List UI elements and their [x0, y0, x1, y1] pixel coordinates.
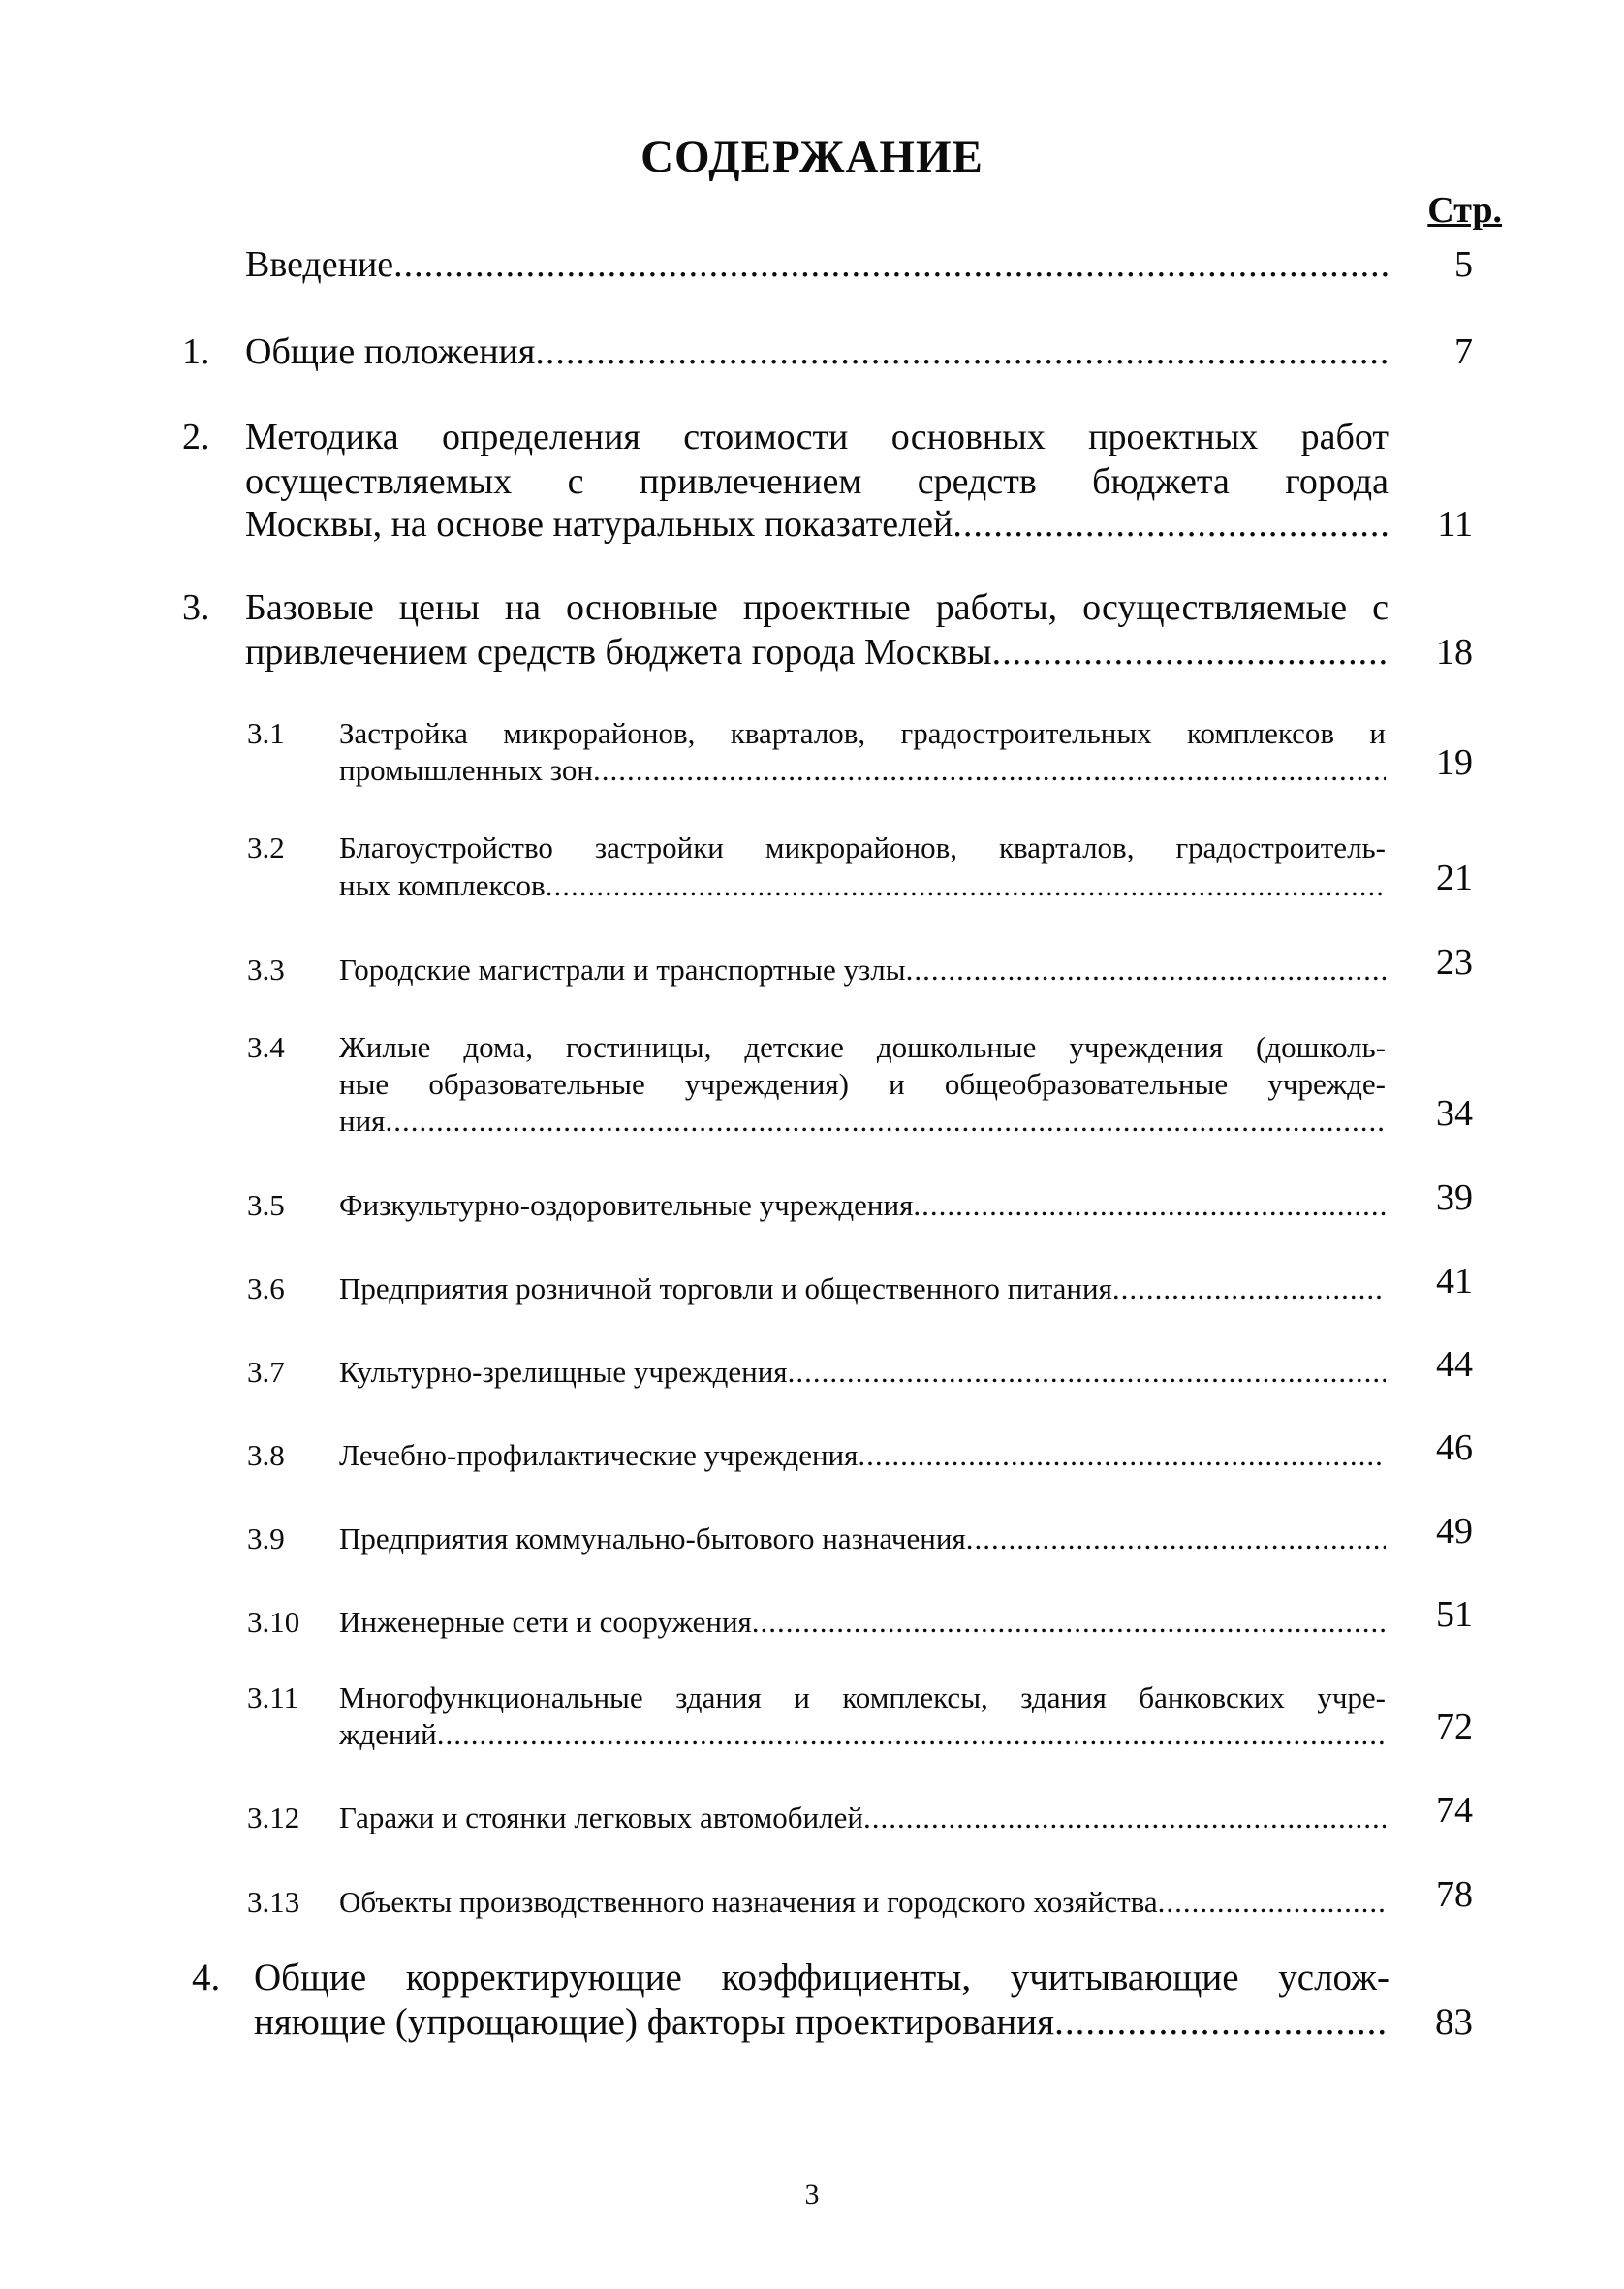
toc-entry-page: 51 [1436, 1594, 1473, 1635]
dot-leader [1112, 1270, 1386, 1307]
toc-entry-title-line: Городские магистрали и транспортные узлы [339, 953, 906, 987]
toc-entry-title: Введение [245, 244, 394, 285]
toc-entry-page: 49 [1436, 1511, 1473, 1552]
toc-entry-title-line: Застройка микрорайонов, кварталов, градостроительных комплексов и [339, 716, 1386, 750]
toc-entry-page: 74 [1436, 1790, 1473, 1831]
toc-entry-number: 3.12 [247, 1801, 300, 1834]
toc-entry-number: 1. [182, 331, 210, 372]
toc-entry-page: 21 [1436, 858, 1473, 898]
toc-entry-number: 3.7 [247, 1355, 285, 1389]
toc-entry-title-line: ния [339, 1104, 386, 1138]
dot-leader [992, 630, 1389, 674]
toc-entry-number: 3.3 [247, 953, 285, 987]
toc-entry-page: 23 [1436, 942, 1473, 983]
toc-entry-number: 3.10 [247, 1605, 300, 1639]
toc-entry-number: 3.5 [247, 1188, 285, 1222]
page-number: 3 [804, 2179, 820, 2211]
toc-entry-page: 18 [1436, 632, 1473, 673]
toc-entry-number: 3.13 [247, 1885, 300, 1919]
page-title: СОДЕРЖАНИЕ [640, 132, 984, 182]
toc-entry-page: 7 [1454, 331, 1473, 372]
toc-entry-number: 3.9 [247, 1521, 285, 1555]
toc-entry-title-line: Жилые дома, гостиницы, детские дошкольные учреждения (дошколь- [339, 1030, 1386, 1064]
dot-leader [593, 752, 1386, 789]
toc-entry-page: 41 [1436, 1261, 1473, 1301]
dot-leader [752, 1604, 1386, 1641]
toc-entry-number: 3.11 [247, 1680, 299, 1714]
toc-entry-number: 3.8 [247, 1438, 285, 1472]
dot-leader [1158, 1884, 1386, 1921]
dot-leader [863, 1800, 1386, 1836]
toc-entry-title-line: Базовые цены на основные проектные работы, осуществляемые с [245, 587, 1389, 628]
toc-entry-page: 46 [1436, 1427, 1473, 1468]
dot-leader [393, 242, 1389, 287]
toc-entry-page: 44 [1436, 1344, 1473, 1385]
toc-entry-title-line: осуществляемых с привлечением средств бюджета города [245, 461, 1389, 502]
dot-leader [385, 1103, 1386, 1140]
toc-entry-page: 72 [1436, 1707, 1473, 1747]
toc-entry-page: 19 [1436, 742, 1473, 783]
toc-entry-page: 5 [1454, 244, 1473, 285]
toc-entry-title-line: ные образовательные учреждения) и общеобразовательные учрежде- [339, 1067, 1386, 1101]
toc-entry-number: 2. [182, 417, 210, 457]
dot-leader [906, 952, 1386, 988]
page-column-label: Стр. [1427, 190, 1502, 231]
toc-entry-page: 34 [1436, 1093, 1473, 1134]
dot-leader [953, 502, 1389, 547]
dot-leader [913, 1187, 1386, 1224]
dot-leader [966, 1521, 1386, 1557]
toc-entry-page: 83 [1435, 2001, 1473, 2043]
dot-leader [535, 329, 1389, 374]
toc-entry-title-line: Лечебно-профилактические учреждения [339, 1438, 859, 1472]
toc-entry-title-line: промышленных зон [339, 753, 593, 787]
toc-entry-title-line: привлечением средств бюджета города Москвы [245, 632, 992, 673]
toc-entry-title-line: Культурно-зрелищные учреждения [339, 1355, 788, 1389]
toc-entry-number: 3. [182, 587, 210, 628]
toc-entry-title-line: Инженерные сети и сооружения [339, 1605, 752, 1639]
toc-entry-title-line: ных комплексов [339, 868, 546, 902]
dot-leader [546, 867, 1386, 904]
dot-leader [858, 1437, 1386, 1474]
dot-leader [437, 1716, 1386, 1753]
toc-entry-number: 3.4 [247, 1030, 285, 1064]
toc-entry-number: 3.6 [247, 1271, 285, 1305]
toc-entry-title-line: Предприятия коммунально-бытового назначения [339, 1521, 966, 1555]
toc-entry-title-line: няющие (упрощающие) факторы проектирования [254, 2001, 1055, 2043]
toc-entry-title-line: Общие корректирующие коэффициенты, учитывающие услож- [254, 1957, 1390, 1998]
toc-entry-page: 11 [1437, 504, 1473, 545]
toc-entry-title-line: Физкультурно-оздоровительные учреждения [339, 1188, 914, 1222]
toc-entry-page: 78 [1436, 1874, 1473, 1915]
toc-entry-title-line: ждений [339, 1717, 437, 1751]
toc-entry-page: 39 [1436, 1177, 1473, 1218]
toc-entry-title-line: Методика определения стоимости основных проектных работ [245, 417, 1389, 457]
toc-entry-title: Общие положения [245, 331, 536, 372]
toc-entry-number: 3.1 [247, 716, 285, 750]
toc-entry-title-line: Предприятия розничной торговли и общественного питания [339, 1271, 1112, 1305]
toc-entry-title-line: Благоустройство застройки микрорайонов, кварталов, градостроитель- [339, 831, 1386, 864]
toc-entry-number: 3.2 [247, 831, 285, 864]
dot-leader [788, 1354, 1386, 1391]
toc-entry-title-line: Многофункциональные здания и комплексы, здания банковских учре- [339, 1680, 1386, 1714]
toc-entry-title-line: Объекты производственного назначения и городского хозяйства [339, 1885, 1158, 1919]
toc-entry-title-line: Гаражи и стоянки легковых автомобилей [339, 1801, 863, 1834]
dot-leader [1054, 2000, 1390, 2045]
toc-entry-number: 4. [192, 1957, 221, 1998]
toc-entry-title-line: Москвы, на основе натуральных показателей [245, 504, 953, 545]
